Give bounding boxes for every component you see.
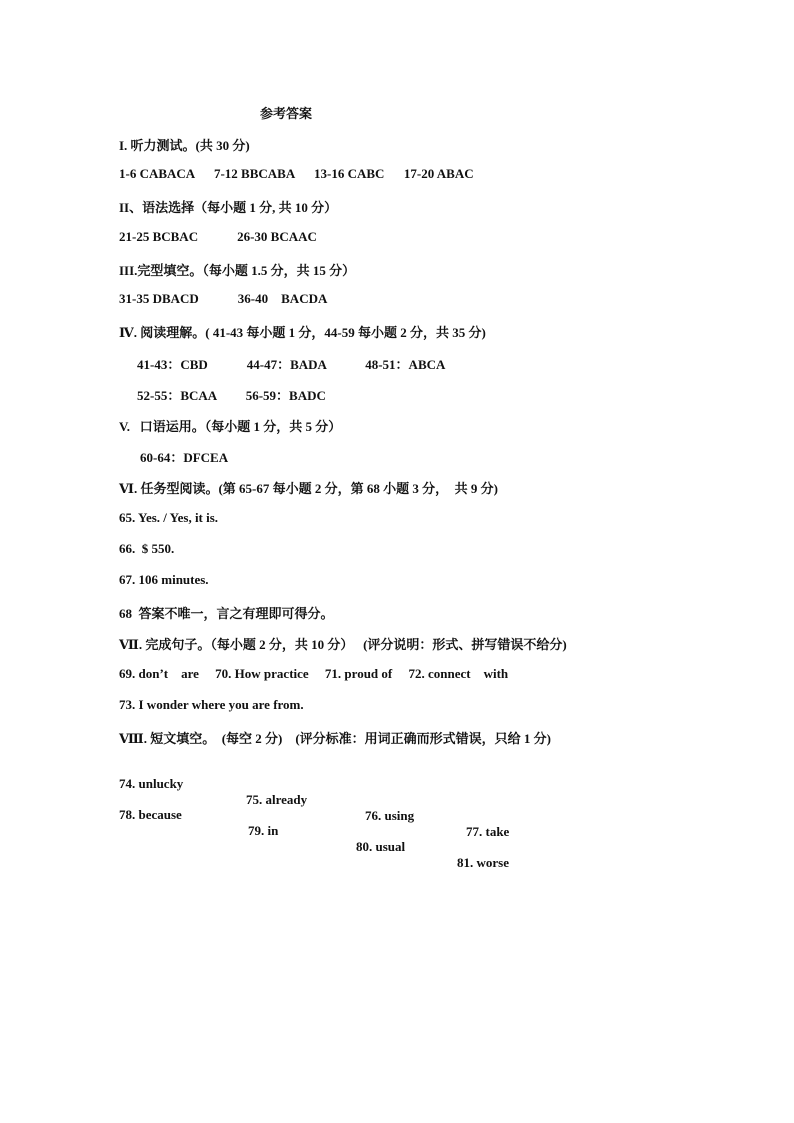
answer-75: 75. already	[246, 792, 308, 807]
section-6-answer-66: 66. $ 550.	[119, 541, 175, 556]
answer-74: 74. unlucky	[119, 776, 184, 791]
section-6-heading: Ⅵ. 任务型阅读。(第 65-67 每小题 2 分，第 68 小题 3 分， 共 9 分)	[119, 481, 498, 496]
section-8-heading: Ⅷ. 短文填空。 (每空 2 分) (评分标准：用词正确而形式错误，只给 1 分)	[119, 731, 552, 746]
section-4-heading: Ⅳ. 阅读理解。( 41-43 每小题 1 分，44-59 每小题 2 分，共 35 分)	[119, 325, 486, 340]
section-2-heading: II、语法选择（每小题 1 分, 共 10 分）	[119, 200, 338, 215]
section-7-answer-73: 73. I wonder where you are from.	[119, 697, 304, 712]
answer-81: 81. worse	[457, 855, 509, 870]
section-6-answer-68: 68 答案不唯一，言之有理即可得分。	[119, 606, 334, 621]
answer-79: 79. in	[248, 823, 279, 838]
section-6-answer-67: 67. 106 minutes.	[119, 572, 209, 587]
section-5-answers: 60-64：DFCEA	[140, 450, 229, 465]
section-4-answers-row2: 52-55：BCAA 56-59：BADC	[137, 388, 326, 403]
section-2-answers: 21-25 BCBAC 26-30 BCAAC	[119, 229, 317, 244]
section-3-heading: III.完型填空。（每小题 1.5 分，共 15 分）	[119, 263, 356, 278]
section-4-answers-row1: 41-43：CBD 44-47：BADA 48-51：ABCA	[137, 357, 446, 372]
section-3-answers: 31-35 DBACD 36-40 BACDA	[119, 291, 328, 306]
answer-76: 76. using	[365, 808, 415, 823]
page-title: 参考答案	[260, 106, 313, 121]
answer-78: 78. because	[119, 807, 182, 822]
section-7-answers: 69. don’t are 70. How practice 71. proud of 72. connect with	[119, 666, 509, 681]
answer-77: 77. take	[466, 824, 510, 839]
section-7-heading: Ⅶ. 完成句子。（每小题 2 分，共 10 分） (评分说明：形式、拼写错误不给分)	[119, 637, 567, 652]
section-6-answer-65: 65. Yes. / Yes, it is.	[119, 510, 219, 525]
section-5-heading: V. 口语运用。（每小题 1 分，共 5 分）	[119, 419, 342, 434]
section-1-answers: 1-6 CABACA 7-12 BBCABA 13-16 CABC 17-20 ABAC	[119, 166, 474, 181]
answer-80: 80. usual	[356, 839, 406, 854]
section-1-heading: I. 听力测试。(共 30 分)	[119, 138, 250, 153]
